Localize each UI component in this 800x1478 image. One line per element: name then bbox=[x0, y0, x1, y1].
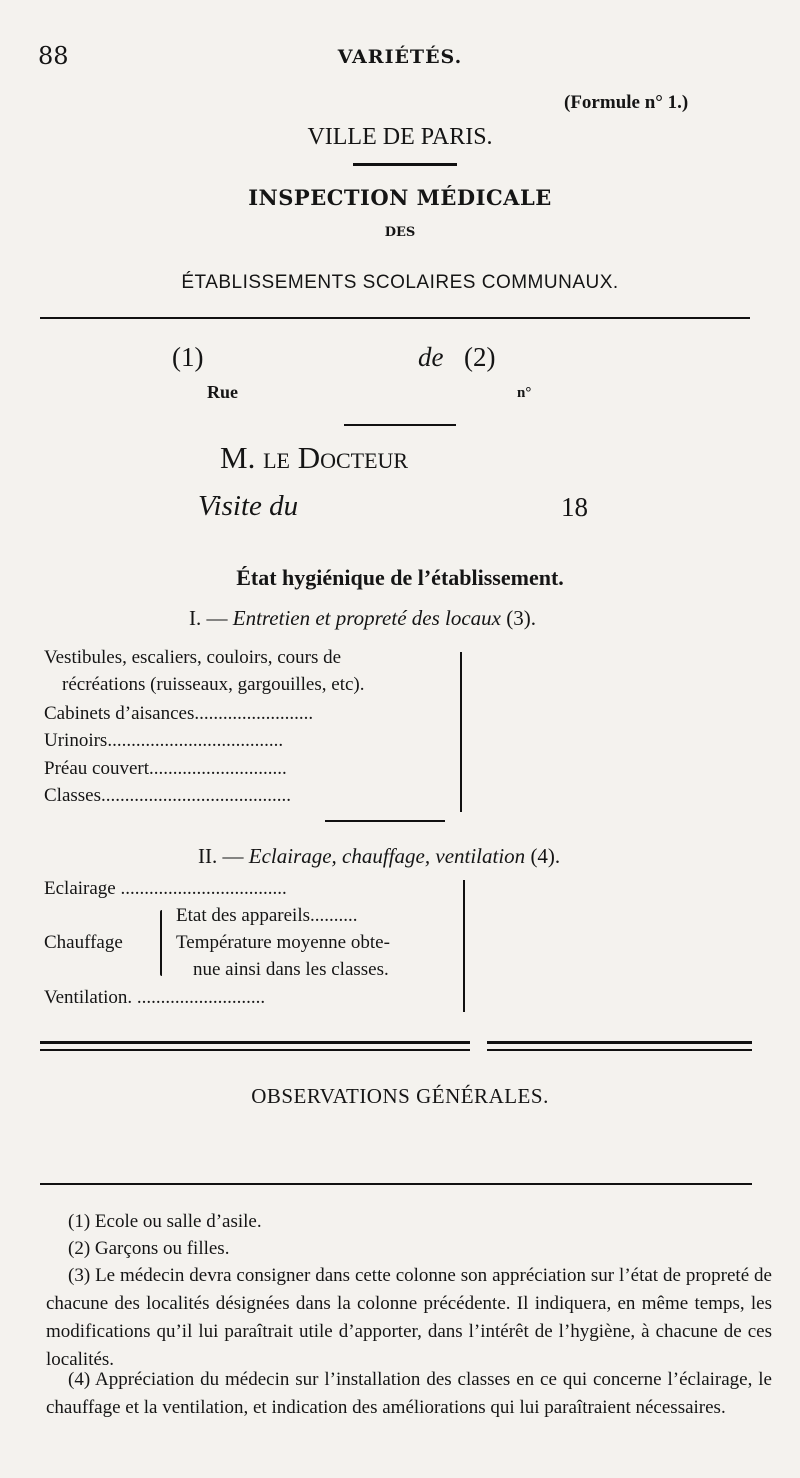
de-label: de bbox=[418, 342, 444, 372]
footnote-2: (2) Garçons ou filles. bbox=[68, 1238, 230, 1259]
chauffage-sub-item: nue ainsi dans les classes. bbox=[193, 959, 389, 980]
section-1-item: Préau couvert............................. bbox=[44, 758, 287, 779]
chauffage-sub-item: Etat des appareils.......... bbox=[176, 905, 358, 926]
chauffage-brace bbox=[160, 910, 162, 976]
section-1-heading: Entretien et propreté des locaux bbox=[232, 606, 502, 630]
rue-rule bbox=[344, 424, 456, 426]
section-2-title bbox=[198, 844, 560, 869]
running-title: VARIÉTÉS. bbox=[337, 46, 463, 68]
school-ref: (1) bbox=[172, 342, 204, 372]
rue-label: Rue bbox=[207, 382, 238, 402]
chauffage-sub-item: Température moyenne obte- bbox=[176, 932, 390, 953]
section-1-column-line bbox=[460, 652, 462, 812]
section-2-ref: (4). bbox=[530, 844, 561, 868]
number-label: n° bbox=[517, 385, 532, 401]
hygiene-title: État hygiénique de l’établissement. bbox=[236, 565, 564, 590]
section-1-item: Urinoirs..................................... bbox=[44, 730, 284, 751]
establishments-title: ÉTABLISSEMENTS SCOLAIRES COMMUNAUX. bbox=[181, 272, 619, 293]
title-rule bbox=[40, 317, 750, 319]
section-1-item: Vestibules, escaliers, couloirs, cours de bbox=[44, 647, 342, 668]
section-2-number: II. — bbox=[198, 844, 244, 868]
double-rule-top bbox=[487, 1041, 752, 1044]
formula-label: (Formule n° 1.) bbox=[564, 92, 689, 113]
ventilation-row: Ventilation. ........................... bbox=[44, 987, 266, 1008]
observations-rule bbox=[40, 1183, 752, 1185]
des-label: DES bbox=[384, 225, 416, 240]
observations-title: OBSERVATIONS GÉNÉRALES. bbox=[251, 1084, 549, 1108]
section-1-rule bbox=[325, 820, 445, 822]
chauffage-label: Chauffage bbox=[44, 932, 123, 953]
section-1-item: Cabinets d’aisances......................... bbox=[44, 703, 314, 724]
gender-ref: (2) bbox=[464, 342, 496, 372]
visit-label: Visite du bbox=[198, 490, 299, 522]
double-rule-bottom bbox=[487, 1049, 752, 1051]
double-rule-bottom bbox=[40, 1049, 470, 1051]
section-2-heading: Eclairage, chauffage, ventilation bbox=[248, 844, 526, 868]
doctor-label: M. le Docteur bbox=[220, 440, 409, 475]
section-2-column-line bbox=[463, 880, 465, 1012]
page-number: 88 bbox=[38, 42, 69, 70]
city-title: VILLE DE PARIS. bbox=[307, 124, 493, 150]
footnote-1: (1) Ecole ou salle d’asile. bbox=[68, 1211, 262, 1232]
eclairage-row: Eclairage ................................... bbox=[44, 878, 287, 899]
double-rule-top bbox=[40, 1041, 470, 1044]
section-1-item: récréations (ruisseaux, gargouilles, etc). bbox=[62, 674, 365, 695]
inspection-title: INSPECTION MÉDICALE bbox=[248, 185, 552, 210]
footnote-4: (4) Appréciation du médecin sur l’installation des classes en ce qui concerne l’éclairage, le chauffage et la ventilation, et indication des améliorations qui lui paraîtraient nécessaires. bbox=[46, 1369, 772, 1418]
visit-year: 18 bbox=[561, 492, 588, 522]
footnote-3: (3) Le médecin devra consigner dans cette colonne son appréciation sur l’état de propreté de chacune des localités désignées dans la colonne précédente. Il indiquera, en même temps, les modifications qu’il lui paraîtrait utile d’apporter, dans l’intérêt de l’hygiène, à chacune de ces localités. bbox=[46, 1265, 772, 1370]
city-rule bbox=[353, 163, 457, 166]
section-1-item: Classes........................................ bbox=[44, 785, 291, 806]
section-1-number: I. — bbox=[189, 606, 228, 630]
section-1-title bbox=[189, 606, 536, 631]
section-1-ref: (3). bbox=[506, 606, 537, 630]
